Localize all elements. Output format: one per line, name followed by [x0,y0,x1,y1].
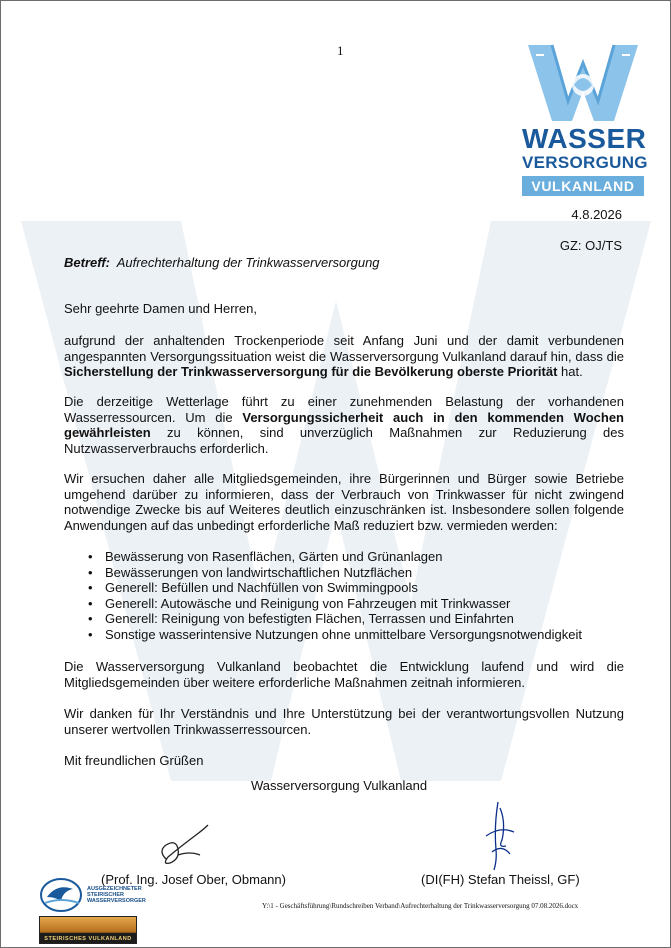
vulkanland-badge-text: STEIRISCHES VULKANLAND [44,936,132,942]
paragraph-weather [64,394,624,456]
reference-number: GZ: OJ/TS [559,238,622,253]
list-item: • Generell: Reinigung von befestigten Flächen, Terrassen und Einfahrten [88,611,582,627]
signatory-manager: (DI(FH) Stefan Theissl, GF) [421,872,580,887]
logo-word-vulkanland: VULKANLAND [522,176,644,196]
closing-formula: Mit freundlichen Grüßen [64,753,204,768]
page-number: 1 [337,43,344,58]
paragraph-thanks: Wir danken für Ihr Verständnis und Ihre Unterstützung bei der verantwortungsvollen Nutzung unserer wertvollen Trinkwasserressourcen. [64,706,624,737]
sender-organization: Wasserversorgung Vulkanland [251,778,428,793]
vulkanland-badge [39,916,137,944]
paragraph-weather-emphasis: Versorgungssicherheit auch in den kommenden Wochen gewährleisten [64,409,624,440]
signatory-chairman: (Prof. Ing. Josef Ober, Obmann) [101,872,286,887]
paragraph-situation-emphasis: Sicherstellung der Trinkwasserversorgung für die Bevölkerung oberste Priorität [64,364,558,379]
award-badge-icon [39,875,85,913]
signature-ober [156,821,216,871]
list-item: • Generell: Befüllen und Nachfüllen von Swimmingpools [88,580,582,596]
list-item: • Bewässerung von Rasenflächen, Gärten und Grünanlagen [88,549,582,565]
list-item: • Generell: Autowäsche und Reinigung von Fahrzeugen mit Trinkwasser [88,596,582,612]
paragraph-request: Wir ersuchen daher alle Mitgliedsgemeinden, ihre Bürgerinnen und Bürger sowie Betriebe umgehend darüber zu informieren, dass der Verbrauch von Trinkwasser für nicht zwingend notwendige Zwecke bis auf Weiteres deutlich einzuschränken ist. Insbesondere sollen folgende Anwendungen auf das unbedingt erforderliche Maß reduziert bzw. vermieden werden: [64,471,624,533]
document-file-path: Y:\1 - Geschäftsführung\Rundschreiben Verband\Aufrechterhaltung der Trinkwasserversorgung 07.08.2026.docx [262,902,579,910]
paragraph-weather-end: zu können, sind unverzüglich Maßnahmen zur Reduzierung des Nutzwasserverbrauchs erforderlich. [64,425,624,456]
subject-label: Betreff: [64,255,110,270]
signature-theissl [476,796,526,876]
paragraph-situation [64,333,624,380]
salutation: Sehr geehrte Damen und Herren, [64,301,257,316]
award-badge-text: AUSGEZEICHNETER STEIRISCHER WASSERVERSORGER [87,886,146,904]
subject-line [64,255,380,270]
paragraph-situation-start: aufgrund der anhaltenden Trockenperiode seit Anfang Juni und der damit verbundenen angespannten Versorgungssituation weist die Wasserversorgung Vulkanland darauf hin, dass die [64,333,624,364]
award-badge [39,875,146,915]
paragraph-situation-end: hat. [557,364,583,379]
restriction-list [88,549,582,642]
logo-word-versorgung: VERSORGUNG [522,153,648,172]
paragraph-weather-start: Die derzeitige Wetterlage führt zu einer zunehmenden Belastung der vorhandenen Wasserressourcen. Um die [64,394,624,425]
letter-date: 4.8.2026 [571,207,622,222]
company-logo [522,41,648,196]
subject-text: Aufrechterhaltung der Trinkwasserversorgung [116,255,380,270]
list-item: • Bewässerungen von landwirtschaftlichen Nutzflächen [88,565,582,581]
logo-emblem [522,41,644,123]
paragraph-monitoring: Die Wasserversorgung Vulkanland beobachtet die Entwicklung laufend und wird die Mitgliedsgemeinden über weitere erforderliche Maßnahmen zeitnah informieren. [64,659,624,690]
logo-word-wasser: WASSER [522,123,647,154]
list-item: • Sonstige wasserintensive Nutzungen ohne unmittelbare Versorgungsnotwendigkeit [88,627,582,643]
